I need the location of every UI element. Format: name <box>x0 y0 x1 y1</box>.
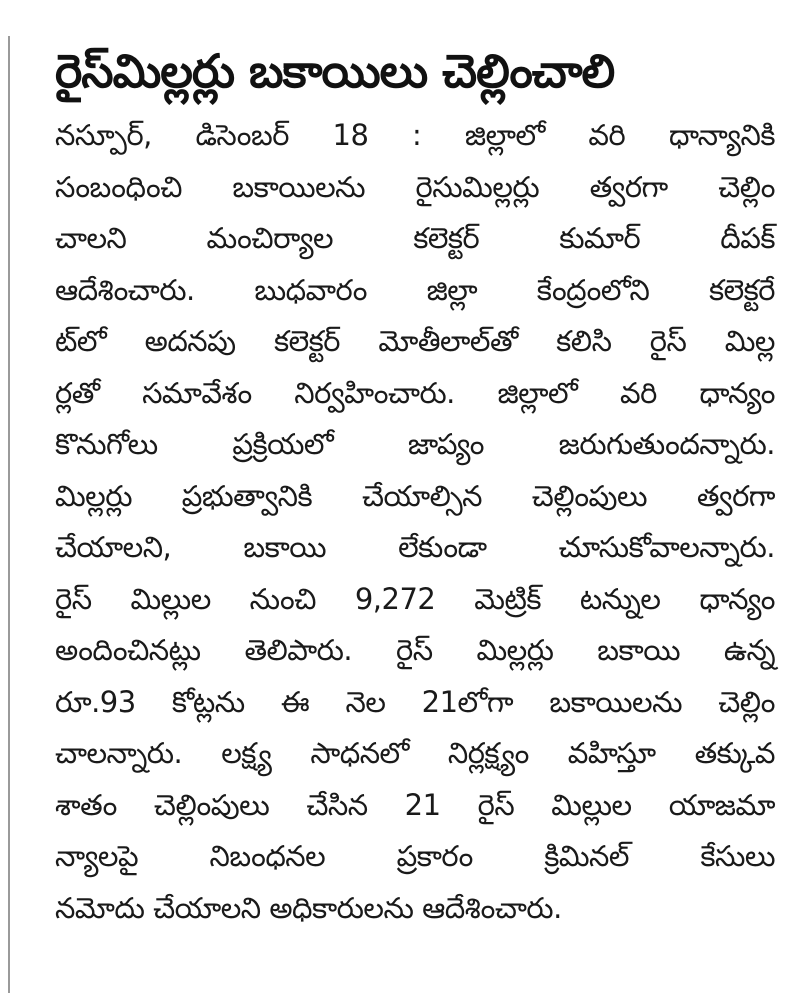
body-line: చాలన్నారు. లక్ష్య సాధనలో నిర్లక్ష్యం వహిస్తూ తక్కువ <box>55 736 775 770</box>
body-line: నమోదు చేయాలని అధికారులను ఆదేశించారు. <box>55 890 562 925</box>
body-line: చాలని మంచిర్యాల కలెక్టర్‌ కుమార్‌ దీపక్‌ <box>55 221 775 255</box>
body-line: ఆదేశించారు. బుధవారం జిల్లా కేంద్రంలోని కలెక్టరే <box>55 272 775 307</box>
body-line: నస్పూర్‌, డిసెంబర్‌ 18 : జిల్లాలో వరి ధాన్యానికి <box>55 118 775 152</box>
body-line: ర్లతో సమావేశం నిర్వహించారు. జిల్లాలో వరి ధాన్యం <box>55 375 775 410</box>
body-line: సంబంధించి బకాయిలను రైసుమిల్లర్లు త్వరగా చెల్లిం <box>55 169 775 204</box>
column-rule <box>8 36 10 993</box>
body-line: ట్‌లో అదనపు కలెక్టర్‌ మోతీలాల్‌తో కలిసి రైస్‌ మిల్ల <box>55 324 775 358</box>
body-line: న్యాలపై నిబంధనల ప్రకారం క్రిమినల్‌ కేసులు <box>55 839 775 873</box>
body-line: రైస్‌ మిల్లుల నుంచి 9,272 మెట్రిక్‌ టన్నుల ధాన్యం <box>55 581 775 616</box>
body-line: శాతం చెల్లింపులు చేసిన 21 రైస్‌ మిల్లుల యాజమా <box>55 787 775 822</box>
body-line: కొనుగోలు ప్రక్రియలో జాప్యం జరుగుతుందన్నారు. <box>55 427 775 461</box>
body-line: చేయాలని, బకాయి లేకుండా చూసుకోవాలన్నారు. <box>55 530 775 564</box>
news-article <box>55 38 775 934</box>
article-body <box>55 110 775 934</box>
body-line: రూ.93 కోట్లను ఈ నెల 21లోగా బకాయిలను చెల్లిం <box>55 684 775 719</box>
headline: రైస్‌మిల్లర్లు బకాయిలు చెల్లించాలి <box>55 44 615 98</box>
body-line: అందించినట్లు తెలిపారు. రైస్‌ మిల్లర్లు బకాయి ఉన్న <box>55 633 775 667</box>
body-line: మిల్లర్లు ప్రభుత్వానికి చేయాల్సిన చెల్లింపులు త్వరగా <box>55 478 775 513</box>
